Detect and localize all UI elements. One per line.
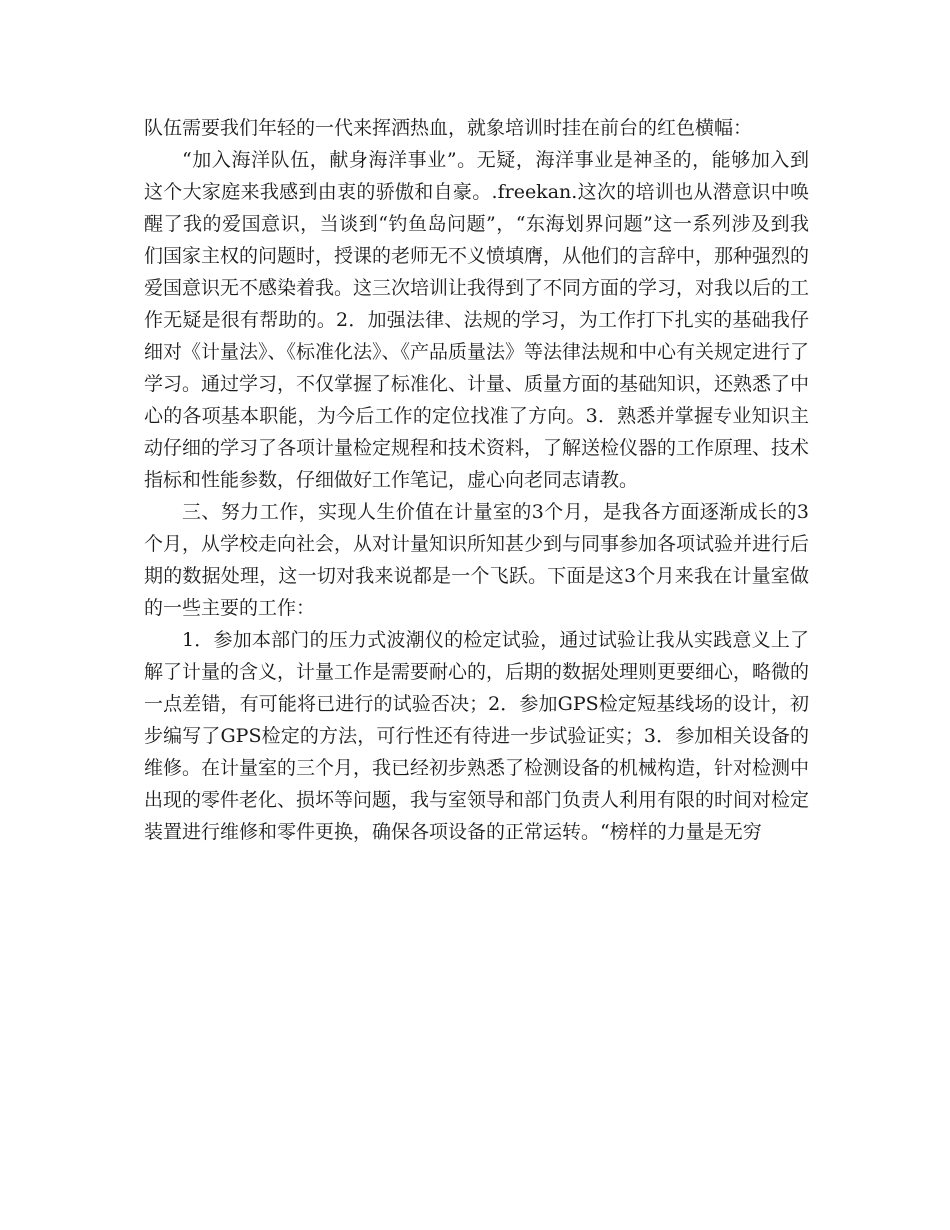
- paragraph-2: “加入海洋队伍，献身海洋事业”。无疑，海洋事业是神圣的，能够加入到这个大家庭来我感到由衷的骄傲和自豪。.freekan.这次的培训也从潜意识中唤醒了我的爱国意识，当谈到“钓鱼岛问题”，“东海划界问题”这一系列涉及到我们国家主权的问题时，授课的老师无不义愤填膺，从他们的言辞中，那种强烈的爱国意识无不感染着我。这三次培训让我得到了不同方面的学习，对我以后的工作无疑是很有帮助的。2．加强法律、法规的学习，为工作打下扎实的基础我仔细对《计量法》、《标准化法》、《产品质量法》等法律法规和中心有关规定进行了学习。通过学习，不仅掌握了标准化、计量、质量方面的基础知识，还熟悉了中心的各项基本职能，为今后工作的定位找准了方向。3．熟悉并掌握专业知识主动仔细的学习了各项计量检定规程和技术资料，了解送检仪器的工作原理、技术指标和性能参数，仔细做好工作笔记，虚心向老同志请教。: [144, 149, 810, 491]
- paragraph-1: 队伍需要我们年轻的一代来挥洒热血，就象培训时挂在前台的红色横幅：: [144, 117, 753, 139]
- paragraph-3: 三、努力工作，实现人生价值在计量室的3个月，是我各方面逐渐成长的3个月，从学校走向社会，从对计量知识所知甚少到与同事参加各项试验并进行后期的数据处理，这一切对我来说都是一个飞跃。下面是这3个月来我在计量室做的一些主要的工作：: [144, 501, 810, 619]
- paragraph-4: 1．参加本部门的压力式波潮仪的检定试验，通过试验让我从实践意义上了解了计量的含义，计量工作是需要耐心的，后期的数据处理则更要细心，略微的一点差错，有可能将已进行的试验否决；2．参加GPS检定短基线场的设计，初步编写了GPS检定的方法，可行性还有待进一步试验证实；3．参加相关设备的维修。在计量室的三个月，我已经初步熟悉了检测设备的机械构造，针对检测中出现的零件老化、损坏等问题，我与室领导和部门负责人利用有限的时间对检定装置进行维修和零件更换，确保各项设备的正常运转。“榜样的力量是无穷: [144, 629, 810, 843]
- document-body: [144, 112, 809, 848]
